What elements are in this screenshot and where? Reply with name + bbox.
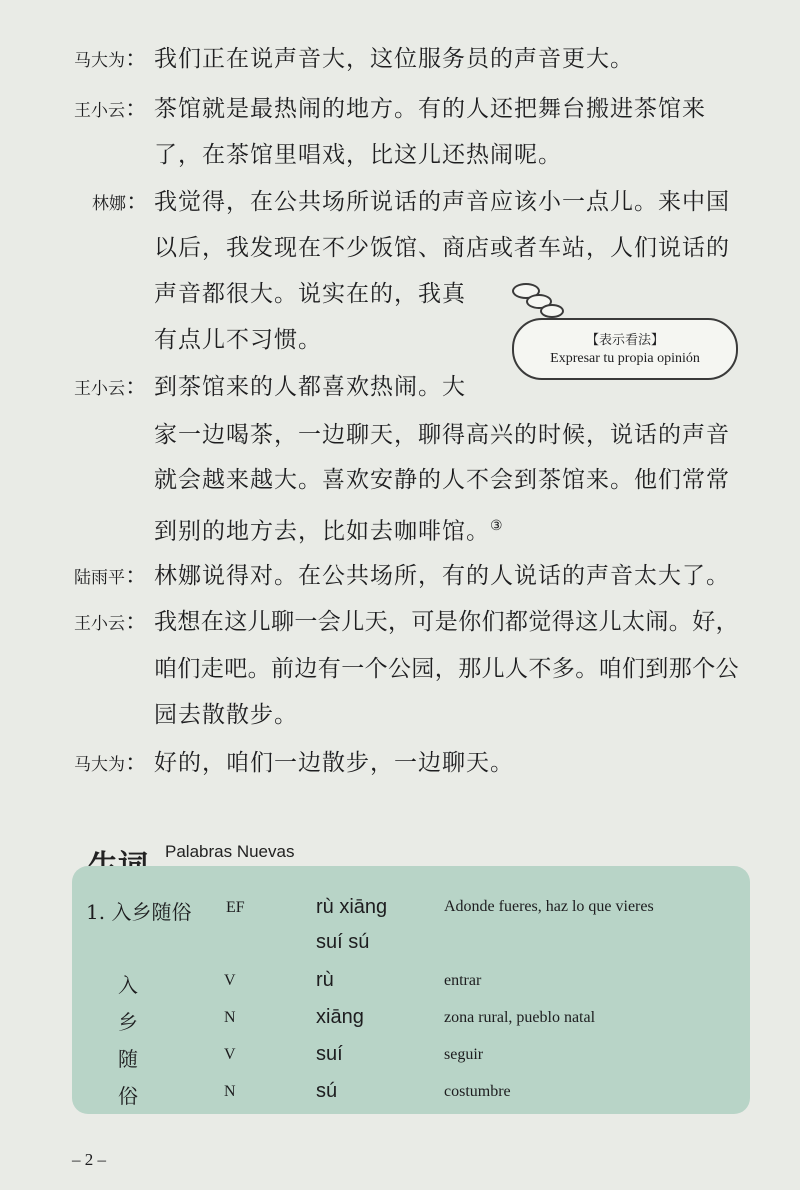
speaker-label: 陆雨平： [74, 563, 148, 589]
footnote-marker: ③ [490, 518, 504, 534]
vocab-definition: Adonde fueres, haz lo que vieres [444, 898, 654, 915]
dialogue-line: 到茶馆来的人都喜欢热闹。大 [154, 374, 466, 400]
dialogue-line: 好的，咱们一边散步，一边聊天。 [154, 750, 514, 776]
dialogue-line: 以后，我发现在不少饭馆、商店或者车站，人们说话的 [154, 235, 730, 261]
dialogue-line: 我觉得，在公共场所说话的声音应该小一点儿。来中国 [154, 189, 730, 215]
vocab-word: 俗 [118, 1084, 138, 1108]
speaker-label: 林娜： [92, 189, 149, 215]
vocab-pinyin: xiāng [316, 1006, 364, 1028]
vocab-pos: N [224, 1083, 236, 1100]
dialogue-line: 家一边喝茶，一边聊天，聊得高兴的时候，说话的声音 [154, 422, 730, 448]
dialogue-line: 了，在茶馆里唱戏，比这儿还热闹呢。 [154, 142, 562, 168]
speaker-label: 王小云： [74, 374, 148, 400]
vocab-pinyin: suí sú [316, 931, 370, 953]
dialogue-line: 就会越来越大。喜欢安静的人不会到茶馆来。他们常常 [154, 467, 730, 493]
vocab-pos: V [224, 1046, 236, 1063]
vocab-pinyin: rù [316, 969, 334, 991]
dialogue-line: 我想在这儿聊一会儿天，可是你们都觉得这儿太闹。好， [154, 609, 739, 635]
dialogue-line: 到别的地方去，比如去咖啡馆。③ [154, 518, 504, 545]
vocab-definition: seguir [444, 1046, 484, 1063]
vocab-subtitle: Palabras Nuevas [165, 842, 295, 861]
vocab-word: 随 [118, 1047, 138, 1071]
vocab-table [72, 866, 750, 1114]
dialogue-line: 咱们走吧。前边有一个公园，那儿人不多。咱们到那个公 [154, 656, 739, 682]
vocab-pos: N [224, 1009, 236, 1026]
dialogue-line: 我们正在说声音大，这位服务员的声音更大。 [154, 46, 634, 72]
dialogue-line: 声音都很大。说实在的，我真 [154, 281, 466, 307]
dialogue-line: 茶馆就是最热闹的地方。有的人还把舞台搬进茶馆来 [154, 96, 706, 122]
vocab-definition: entrar [444, 972, 482, 989]
speaker-label: 王小云： [74, 609, 148, 635]
vocab-word: 入 [118, 973, 138, 997]
tip-bubble [512, 318, 738, 380]
speaker-label: 马大为： [74, 750, 148, 776]
vocab-word: 乡 [118, 1010, 138, 1034]
page-number: – 2 – [72, 1150, 106, 1169]
vocab-pos: V [224, 972, 236, 989]
dialogue-line: 有点儿不习惯。 [154, 327, 322, 353]
tip-title: 【表示看法】 [585, 333, 664, 348]
vocab-pinyin: sú [316, 1080, 338, 1102]
dialogue-line: 园去散散步。 [154, 702, 298, 728]
vocab-pinyin: suí [316, 1043, 343, 1065]
vocab-definition: costumbre [444, 1083, 511, 1100]
speaker-label: 马大为： [74, 46, 148, 72]
vocab-word: 1. 入乡随俗 [86, 900, 192, 924]
vocab-pos: EF [226, 899, 245, 916]
tip-subtitle: Expresar tu propia opinión [550, 351, 700, 366]
dialogue-line: 林娜说得对。在公共场所，有的人说话的声音太大了。 [154, 563, 730, 589]
speaker-label: 王小云： [74, 96, 148, 122]
bubble-puff [540, 304, 564, 318]
vocab-definition: zona rural, pueblo natal [444, 1009, 596, 1026]
vocab-pinyin: rù xiāng [316, 896, 388, 918]
